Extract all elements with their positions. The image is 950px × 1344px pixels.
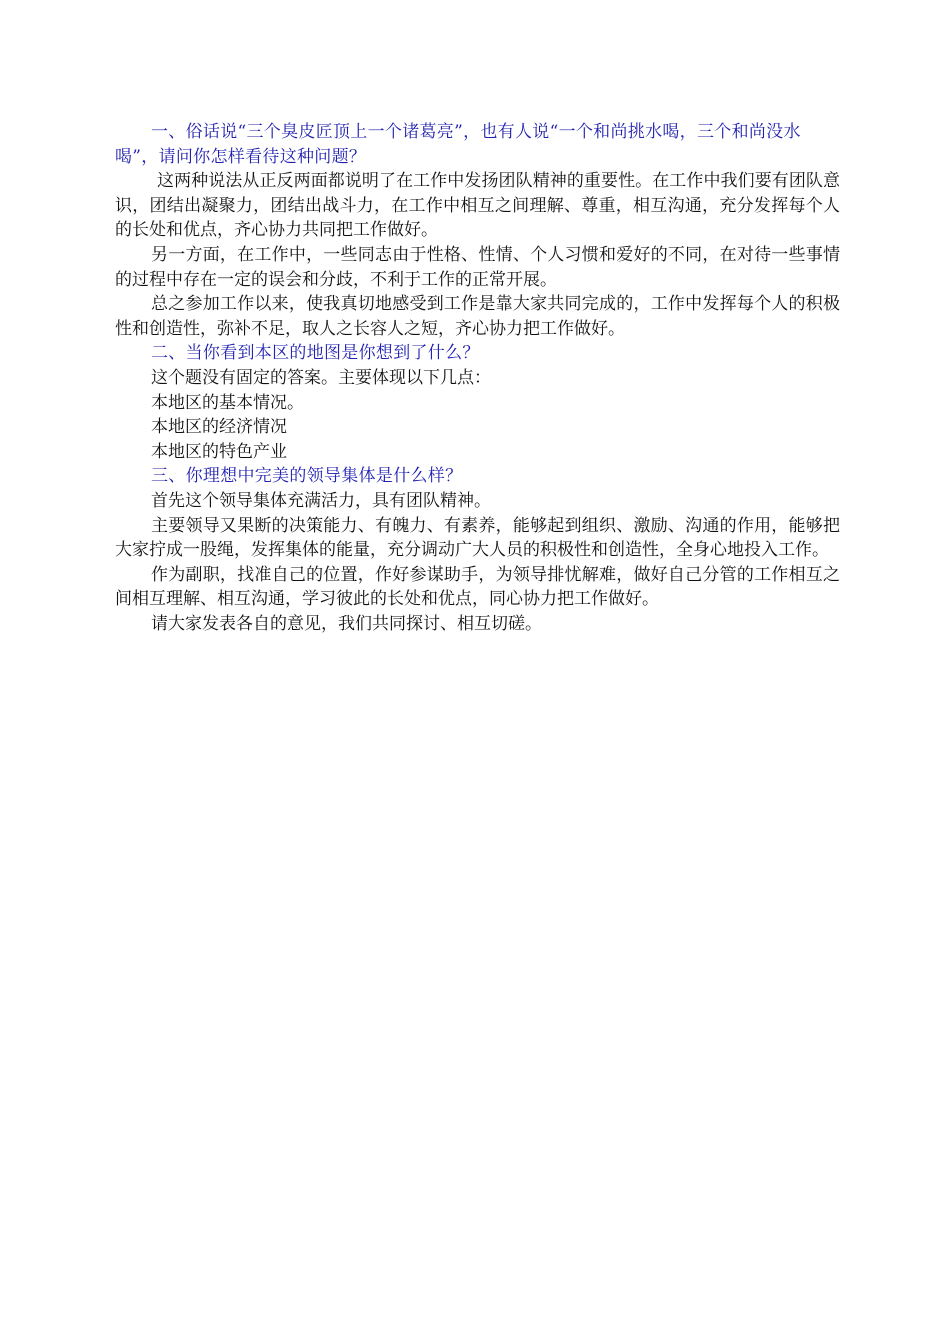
- section-3-heading: 三、你理想中完美的领导集体是什么样？: [151, 466, 463, 487]
- section-2-item-1: 本地区的基本情况。: [151, 392, 304, 413]
- section-3-paragraph-2: 主要领导又果断的决策能力、有魄力、有素养，能够起到组织、激励、沟通的作用，能够把大家拧成一股绳，发挥集体的能量，充分调动广大人员的积极性和创造性，全身心地投入工作。: [115, 515, 840, 561]
- section-1-paragraph-3: 总之参加工作以来，使我真切地感受到工作是靠大家共同完成的，工作中发挥每个人的积极性和创造性，弥补不足，取人之长容人之短，齐心协力把工作做好。: [115, 294, 840, 339]
- section-2-item-3: 本地区的特色产业: [151, 441, 287, 462]
- section-2-paragraph-1: 这个题没有固定的答案。主要体现以下几点：: [151, 367, 491, 388]
- section-3-paragraph-4: 请大家发表各自的意见，我们共同探讨、相互切磋。: [151, 613, 542, 634]
- section-2-heading: 二、当你看到本区的地图是你想到了什么？: [151, 343, 480, 364]
- section-1-heading: 一、俗话说“三个臭皮匠顶上一个诸葛亮”，也有人说“一个和尚挑水喝，三个和尚没水喝”，请问你怎样看待这种问题？: [115, 122, 801, 167]
- section-2-item-2: 本地区的经济情况: [151, 417, 287, 438]
- section-3-paragraph-3: 作为副职，找准自己的位置，作好参谋助手，为领导排忧解难，做好自己分管的工作相互之间相互理解、相互沟通，学习彼此的长处和优点，同心协力把工作做好。: [115, 564, 840, 610]
- section-1-paragraph-2: 另一方面，在工作中，一些同志由于性格、性情、个人习惯和爱好的不同，在对待一些事情的过程中存在一定的误会和分歧，不利于工作的正常开展。: [115, 244, 840, 290]
- section-3-paragraph-1: 首先这个领导集体充满活力，具有团队精神。: [151, 490, 491, 511]
- document-body: [115, 120, 840, 636]
- section-1-paragraph-1: 这两种说法从正反两面都说明了在工作中发扬团队精神的重要性。在工作中我们要有团队意识，团结出凝聚力，团结出战斗力，在工作中相互之间理解、尊重，相互沟通，充分发挥每个人的长处和优点，齐心协力共同把工作做好。: [115, 171, 840, 241]
